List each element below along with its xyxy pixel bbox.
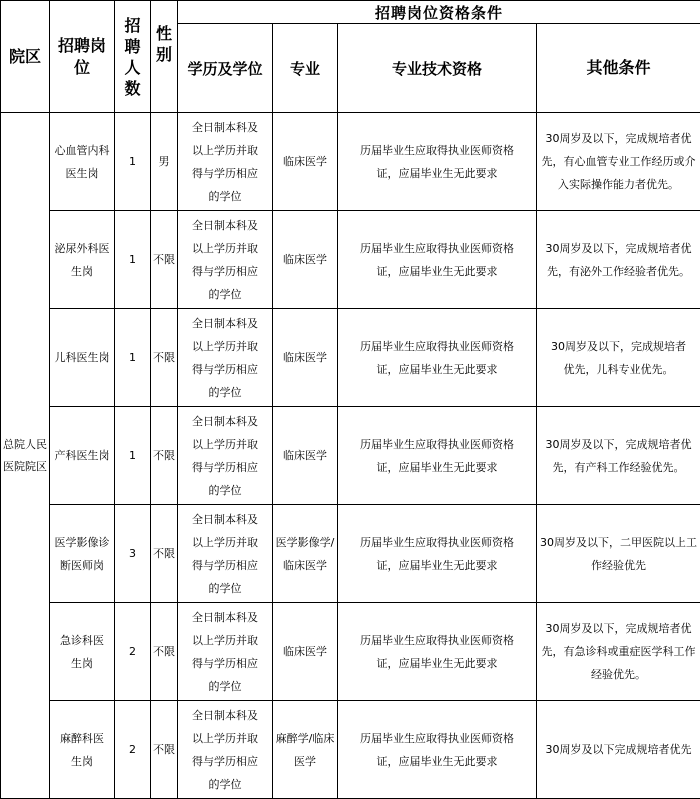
major-cell: 临床医学 <box>273 211 338 309</box>
education-cell: 全日制本科及以上学历并取得与学历相应的学位 <box>178 505 273 603</box>
post-cell: 泌尿外科医生岗 <box>50 211 115 309</box>
other-cell: 30周岁及以下，完成规培者优先，有急诊科或重症医学科工作经验优先。 <box>537 603 700 701</box>
header-count: 招聘人数 <box>115 1 151 113</box>
count-cell: 1 <box>115 113 151 211</box>
header-district: 院区 <box>1 1 50 113</box>
post-cell: 产科医生岗 <box>50 407 115 505</box>
count-cell: 2 <box>115 603 151 701</box>
gender-cell: 不限 <box>151 211 178 309</box>
post-cell: 急诊科医生岗 <box>50 603 115 701</box>
other-cell: 30周岁及以下，完成规培者优先，有心血管专业工作经历或介入实际操作能力者优先。 <box>537 113 700 211</box>
count-cell: 1 <box>115 211 151 309</box>
count-cell: 2 <box>115 701 151 799</box>
tech-cell: 历届毕业生应取得执业医师资格证，应届毕业生无此要求 <box>338 113 537 211</box>
post-cell: 心血管内科医生岗 <box>50 113 115 211</box>
tech-cell: 历届毕业生应取得执业医师资格证，应届毕业生无此要求 <box>338 309 537 407</box>
count-cell: 1 <box>115 407 151 505</box>
post-cell: 医学影像诊断医师岗 <box>50 505 115 603</box>
education-cell: 全日制本科及以上学历并取得与学历相应的学位 <box>178 211 273 309</box>
tech-cell: 历届毕业生应取得执业医师资格证，应届毕业生无此要求 <box>338 701 537 799</box>
other-cell: 30周岁及以下，完成规培者优先，有产科工作经验优先。 <box>537 407 700 505</box>
header-post: 招聘岗位 <box>50 1 115 113</box>
table-row <box>1 113 700 211</box>
table-row <box>1 407 700 505</box>
tech-cell: 历届毕业生应取得执业医师资格证，应届毕业生无此要求 <box>338 407 537 505</box>
other-cell: 30周岁及以下，二甲医院以上工作经验优先 <box>537 505 700 603</box>
tech-cell: 历届毕业生应取得执业医师资格证，应届毕业生无此要求 <box>338 505 537 603</box>
table-row <box>1 701 700 799</box>
gender-cell: 不限 <box>151 603 178 701</box>
district-cell: 总院人民医院院区 <box>1 113 50 799</box>
major-cell: 临床医学 <box>273 603 338 701</box>
education-cell: 全日制本科及以上学历并取得与学历相应的学位 <box>178 603 273 701</box>
gender-cell: 不限 <box>151 505 178 603</box>
gender-cell: 不限 <box>151 309 178 407</box>
education-cell: 全日制本科及以上学历并取得与学历相应的学位 <box>178 701 273 799</box>
header-gender: 性别 <box>151 1 178 113</box>
major-cell: 麻醉学/临床医学 <box>273 701 338 799</box>
header-other: 其他条件 <box>537 24 700 113</box>
major-cell: 医学影像学/临床医学 <box>273 505 338 603</box>
header-qualification-group: 招聘岗位资格条件 <box>178 1 700 24</box>
count-cell: 3 <box>115 505 151 603</box>
table-row <box>1 505 700 603</box>
table-row <box>1 309 700 407</box>
gender-cell: 不限 <box>151 701 178 799</box>
header-education: 学历及学位 <box>178 24 273 113</box>
tech-cell: 历届毕业生应取得执业医师资格证，应届毕业生无此要求 <box>338 603 537 701</box>
major-cell: 临床医学 <box>273 113 338 211</box>
post-cell: 麻醉科医生岗 <box>50 701 115 799</box>
header-major: 专业 <box>273 24 338 113</box>
gender-cell: 不限 <box>151 407 178 505</box>
header-tech: 专业技术资格 <box>338 24 537 113</box>
post-cell: 儿科医生岗 <box>50 309 115 407</box>
tech-cell: 历届毕业生应取得执业医师资格证，应届毕业生无此要求 <box>338 211 537 309</box>
table-row <box>1 211 700 309</box>
education-cell: 全日制本科及以上学历并取得与学历相应的学位 <box>178 309 273 407</box>
education-cell: 全日制本科及以上学历并取得与学历相应的学位 <box>178 407 273 505</box>
other-cell: 30周岁及以下，完成规培者优先，儿科专业优先。 <box>537 309 700 407</box>
major-cell: 临床医学 <box>273 407 338 505</box>
major-cell: 临床医学 <box>273 309 338 407</box>
other-cell: 30周岁及以下，完成规培者优先，有泌外工作经验者优先。 <box>537 211 700 309</box>
gender-cell: 男 <box>151 113 178 211</box>
table-row <box>1 603 700 701</box>
other-cell: 30周岁及以下完成规培者优先 <box>537 701 700 799</box>
count-cell: 1 <box>115 309 151 407</box>
education-cell: 全日制本科及以上学历并取得与学历相应的学位 <box>178 113 273 211</box>
